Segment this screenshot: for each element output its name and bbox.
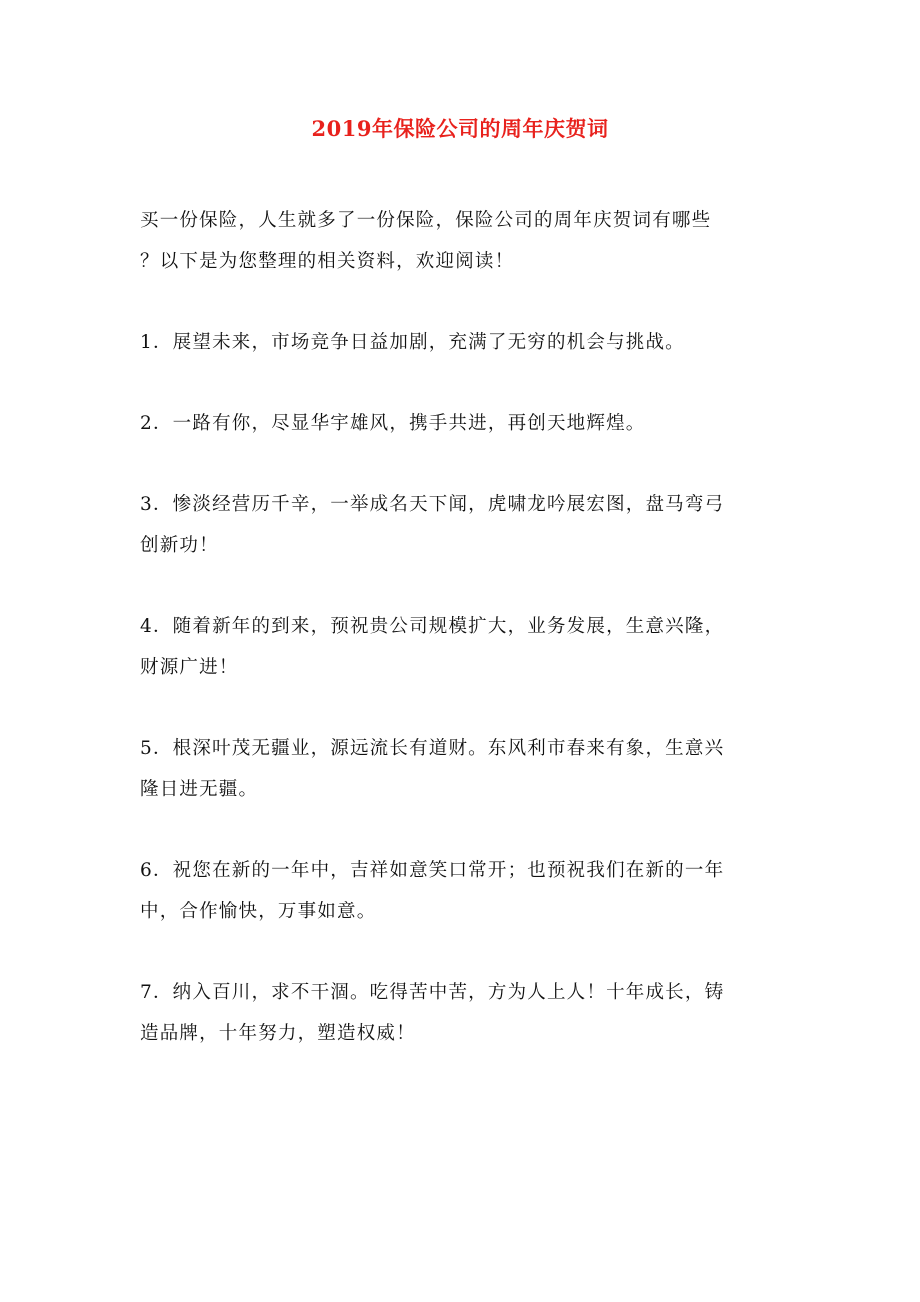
greeting-line: 6．祝您在新的一年中，吉祥如意笑口常开；也预祝我们在新的一年 bbox=[140, 860, 725, 881]
greeting-line: 5．根深叶茂无疆业，源远流长有道财。东风利市春来有象，生意兴 bbox=[140, 738, 725, 759]
greeting-item-2 bbox=[140, 403, 780, 444]
greeting-item-6 bbox=[140, 850, 780, 932]
greeting-line: 造品牌，十年努力，塑造权威！ bbox=[140, 1023, 416, 1044]
greeting-line: 3．惨淡经营历千辛，一举成名天下闻，虎啸龙吟展宏图，盘马弯弓 bbox=[140, 494, 725, 515]
greeting-line: 创新功！ bbox=[140, 535, 219, 556]
greeting-line: 中，合作愉快，万事如意。 bbox=[140, 901, 377, 922]
intro-paragraph bbox=[140, 200, 780, 282]
greeting-line: 4．随着新年的到来，预祝贵公司规模扩大，业务发展，生意兴隆， bbox=[140, 616, 725, 637]
greeting-item-3 bbox=[140, 484, 780, 566]
greeting-item-5 bbox=[140, 728, 780, 810]
greeting-line: 2．一路有你，尽显华宇雄风，携手共进，再创天地辉煌。 bbox=[140, 413, 646, 434]
greeting-line: 1．展望未来，市场竞争日益加剧，充满了无穷的机会与挑战。 bbox=[140, 332, 685, 353]
greeting-item-7 bbox=[140, 972, 780, 1054]
document-body bbox=[140, 200, 780, 1094]
greeting-line: 7．纳入百川，求不干涸。吃得苦中苦，方为人上人！十年成长，铸 bbox=[140, 982, 725, 1003]
greeting-item-4 bbox=[140, 606, 780, 688]
greeting-line: 财源广进！ bbox=[140, 657, 239, 678]
greeting-item-1 bbox=[140, 322, 780, 363]
intro-line: ？以下是为您整理的相关资料，欢迎阅读！ bbox=[140, 251, 515, 272]
document-title: 2019年保险公司的周年庆贺词 bbox=[311, 116, 609, 141]
intro-line: 买一份保险，人生就多了一份保险，保险公司的周年庆贺词有哪些 bbox=[140, 210, 712, 231]
greeting-line: 隆日进无疆。 bbox=[140, 779, 259, 800]
